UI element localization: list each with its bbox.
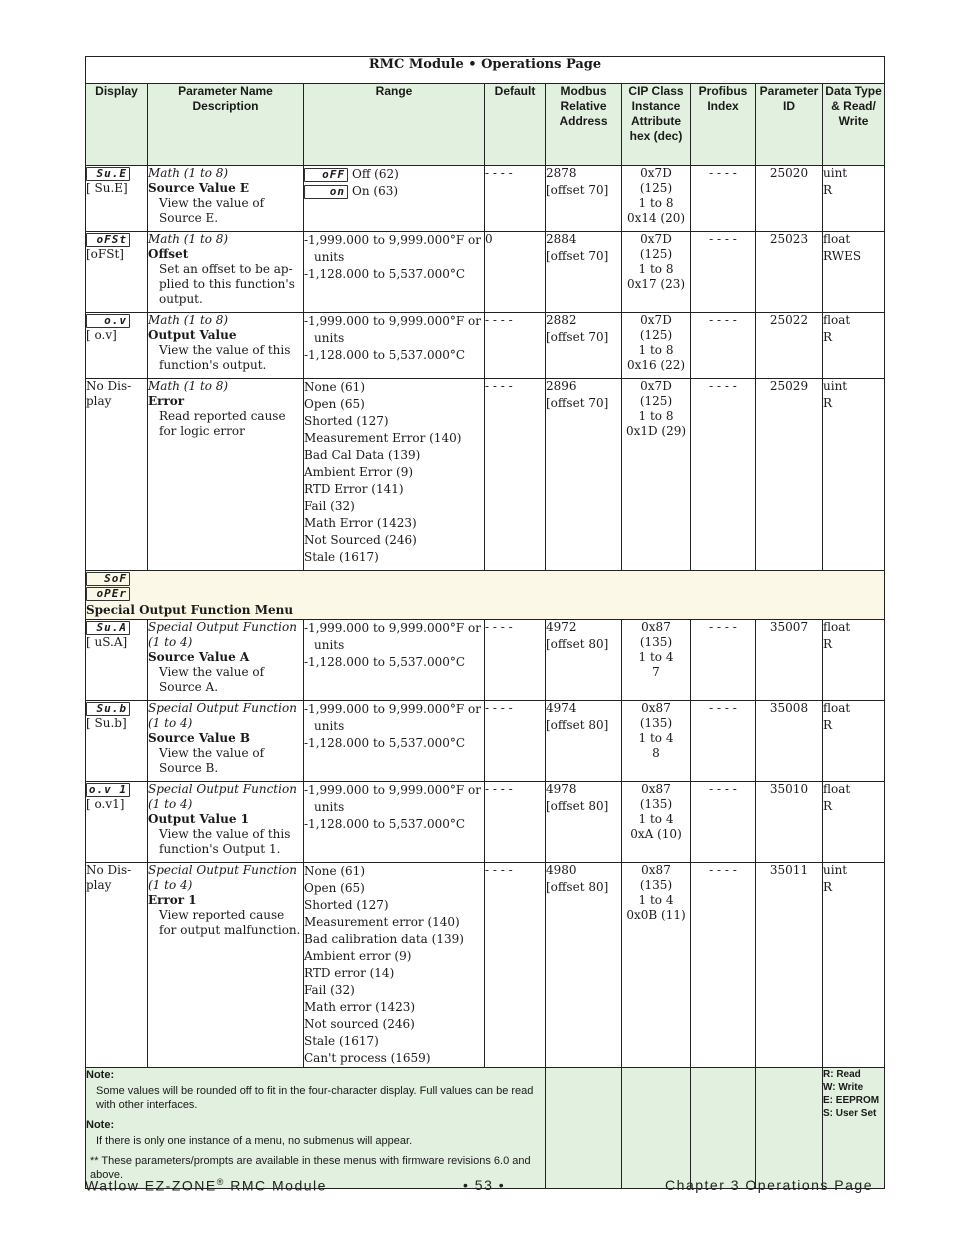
range-item: -1,999.000 to 9,999.000°F or — [304, 314, 481, 328]
range-item: RTD error (14) — [304, 966, 395, 980]
cip-cell: 0x87 (135) 1 to 4 0xA (10) — [622, 782, 691, 863]
param-category: Special Output Function (1 to 4) — [148, 863, 297, 892]
note2-heading: Note: — [86, 1119, 115, 1131]
display-text: [ Su.b] — [86, 716, 127, 730]
datatype-cell: uint R — [823, 166, 885, 232]
paramid-cell: 25022 — [756, 313, 823, 379]
range-item: Bad calibration data (139) — [304, 932, 464, 946]
param-category: Special Output Function (1 to 4) — [148, 782, 297, 811]
range-item: None (61) — [304, 380, 366, 394]
param-desc: Set an offset to be ap-plied to this function's output. — [159, 262, 295, 306]
range-item: units — [314, 719, 345, 733]
menu-lcd-2: oPEr — [86, 587, 130, 601]
param-category: Math (1 to 8) — [148, 232, 229, 246]
paramid-cell: 25023 — [756, 232, 823, 313]
range-item: Measurement Error (140) — [304, 431, 462, 445]
param-desc: View the value of Source E. — [159, 196, 265, 225]
notes-row — [86, 1068, 885, 1189]
range-item: -1,999.000 to 9,999.000°F or — [304, 621, 481, 635]
header-range: Range — [304, 84, 485, 166]
param-category: Special Output Function (1 to 4) — [148, 701, 297, 730]
display-text: [ uS.A] — [86, 635, 128, 649]
default-cell: 0 — [485, 232, 546, 313]
param-cell — [148, 863, 304, 1068]
display-text: No Dis-play — [86, 863, 132, 892]
modbus-cell: 2884 [offset 70] — [546, 232, 622, 313]
range-cell — [304, 620, 485, 701]
table-row — [86, 232, 885, 313]
default-cell: - - - - — [485, 701, 546, 782]
note-blank-2 — [622, 1068, 691, 1189]
note1-text: Some values will be rounded off to fit in the four-character display. Full values can be read with other interfaces. — [96, 1085, 534, 1111]
table-row — [86, 379, 885, 571]
note3-text: ** These parameters/prompts are available in these menus with firmware revisions 6.0 and above. — [90, 1155, 531, 1181]
paramid-cell: 25020 — [756, 166, 823, 232]
cip-cell: 0x7D (125) 1 to 8 0x17 (23) — [622, 232, 691, 313]
profibus-cell: - - - - — [691, 313, 756, 379]
param-cell — [148, 782, 304, 863]
display-text: No Dis-play — [86, 379, 132, 408]
profibus-cell: - - - - — [691, 863, 756, 1068]
range-item: oFF Off (62) — [304, 166, 484, 183]
param-category: Math (1 to 8) — [148, 379, 229, 393]
cip-cell: 0x7D (125) 1 to 8 0x1D (29) — [622, 379, 691, 571]
cip-cell: 0x7D (125) 1 to 8 0x14 (20) — [622, 166, 691, 232]
default-cell: - - - - — [485, 379, 546, 571]
range-cell — [304, 782, 485, 863]
param-desc: View the value of this function's Output 1. — [159, 827, 291, 856]
table-row — [86, 863, 885, 1068]
paramid-cell: 35008 — [756, 701, 823, 782]
range-item: units — [314, 331, 345, 345]
modbus-cell: 4972 [offset 80] — [546, 620, 622, 701]
display-cell — [86, 379, 148, 571]
range-item: Ambient error (9) — [304, 949, 412, 963]
note2-text: If there is only one instance of a menu, no submenus will appear. — [96, 1135, 413, 1147]
display-cell — [86, 701, 148, 782]
cip-cell: 0x87 (135) 1 to 4 7 — [622, 620, 691, 701]
range-item: -1,128.000 to 5,537.000°C — [304, 736, 466, 750]
display-text: [oFSt] — [86, 247, 124, 261]
default-cell: - - - - — [485, 166, 546, 232]
table-row — [86, 620, 885, 701]
datatype-cell: float R — [823, 701, 885, 782]
table-row — [86, 782, 885, 863]
range-lcd: oFF — [304, 168, 348, 182]
note1-heading: Note: — [86, 1069, 115, 1081]
range-item: Bad Cal Data (139) — [304, 448, 421, 462]
menu-lcd-1: SoF — [86, 572, 130, 586]
profibus-cell: - - - - — [691, 620, 756, 701]
param-desc: View the value of Source A. — [159, 665, 265, 694]
table-row — [86, 313, 885, 379]
param-cell — [148, 166, 304, 232]
paramid-cell: 25029 — [756, 379, 823, 571]
range-item: Ambient Error (9) — [304, 465, 414, 479]
range-item: Measurement error (140) — [304, 915, 460, 929]
param-name: Error — [148, 394, 185, 408]
param-cell — [148, 701, 304, 782]
header-cip: CIP Class Instance Attribute hex (dec) — [622, 84, 691, 166]
datatype-cell: uint R — [823, 863, 885, 1068]
range-item: units — [314, 250, 345, 264]
header-default: Default — [485, 84, 546, 166]
param-desc: Read reported cause for logic error — [159, 409, 286, 438]
range-item: Not Sourced (246) — [304, 533, 417, 547]
datatype-cell: float R — [823, 313, 885, 379]
lcd-display: Su.b — [86, 702, 130, 716]
rw-legend — [823, 1068, 885, 1189]
range-item: -1,128.000 to 5,537.000°C — [304, 655, 466, 669]
range-item: Fail (32) — [304, 983, 355, 997]
lcd-display: o.v 1 — [86, 783, 130, 797]
datatype-cell: uint R — [823, 379, 885, 571]
profibus-cell: - - - - — [691, 379, 756, 571]
datatype-cell: float R — [823, 620, 885, 701]
header-modbus: Modbus Relative Address — [546, 84, 622, 166]
range-item: Math error (1423) — [304, 1000, 416, 1014]
range-item: -1,128.000 to 5,537.000°C — [304, 348, 466, 362]
param-name: Error 1 — [148, 893, 197, 907]
param-category: Math (1 to 8) — [148, 313, 229, 327]
display-text: [ o.v] — [86, 328, 117, 342]
param-name: Source Value B — [148, 731, 251, 745]
range-item: -1,999.000 to 9,999.000°F or — [304, 783, 481, 797]
range-item: Not sourced (246) — [304, 1017, 415, 1031]
range-cell — [304, 232, 485, 313]
range-item: -1,999.000 to 9,999.000°F or — [304, 702, 481, 716]
range-item: units — [314, 638, 345, 652]
display-text: [ Su.E] — [86, 181, 128, 195]
range-item: on On (63) — [304, 183, 484, 200]
default-cell: - - - - — [485, 620, 546, 701]
default-cell: - - - - — [485, 782, 546, 863]
param-name: Source Value E — [148, 181, 250, 195]
note-blank-3 — [691, 1068, 756, 1189]
profibus-cell: - - - - — [691, 166, 756, 232]
param-desc: View reported cause for output malfunction. — [159, 908, 301, 937]
range-lcd: on — [304, 185, 348, 199]
operations-table — [85, 56, 885, 1189]
range-cell — [304, 379, 485, 571]
footer-chapter: Chapter 3 Operations Page — [665, 1177, 873, 1193]
param-cell — [148, 620, 304, 701]
modbus-cell: 4978 [offset 80] — [546, 782, 622, 863]
table-title: RMC Module • Operations Page — [86, 57, 885, 84]
page-footer — [85, 1177, 873, 1195]
range-cell — [304, 166, 485, 232]
param-name: Offset — [148, 247, 189, 261]
range-item: Open (65) — [304, 881, 365, 895]
param-name: Source Value A — [148, 650, 250, 664]
legend-read: R: Read — [823, 1069, 861, 1080]
range-item: Can't process (1659) — [304, 1051, 431, 1065]
range-item: -1,128.000 to 5,537.000°C — [304, 267, 466, 281]
page-number: • 53 • — [463, 1177, 506, 1193]
param-cell — [148, 232, 304, 313]
range-item: Fail (32) — [304, 499, 355, 513]
range-cell — [304, 701, 485, 782]
param-category: Math (1 to 8) — [148, 166, 229, 180]
cip-cell: 0x87 (135) 1 to 4 0x0B (11) — [622, 863, 691, 1068]
legend-user-set: S: User Set — [823, 1108, 877, 1119]
profibus-cell: - - - - — [691, 232, 756, 313]
range-item: units — [314, 800, 345, 814]
legend-write: W: Write — [823, 1082, 864, 1093]
note-blank-1 — [546, 1068, 622, 1189]
range-item: Shorted (127) — [304, 414, 389, 428]
header-datatype: Data Type & Read/ Write — [823, 84, 885, 166]
paramid-cell: 35011 — [756, 863, 823, 1068]
menu-title: Special Output Function Menu — [86, 603, 294, 617]
default-cell: - - - - — [485, 313, 546, 379]
range-item: None (61) — [304, 864, 366, 878]
range-item: RTD Error (141) — [304, 482, 404, 496]
note-blank-4 — [756, 1068, 823, 1189]
cip-cell: 0x87 (135) 1 to 4 8 — [622, 701, 691, 782]
param-category: Special Output Function (1 to 4) — [148, 620, 297, 649]
range-item: Math Error (1423) — [304, 516, 417, 530]
param-cell — [148, 313, 304, 379]
display-cell — [86, 782, 148, 863]
datatype-cell: float RWES — [823, 232, 885, 313]
lcd-display: Su.E — [86, 167, 130, 181]
datatype-cell: float R — [823, 782, 885, 863]
lcd-display: oFSt — [86, 233, 130, 247]
modbus-cell: 2896 [offset 70] — [546, 379, 622, 571]
display-cell — [86, 166, 148, 232]
range-item: -1,128.000 to 5,537.000°C — [304, 817, 466, 831]
display-text: [ o.v1] — [86, 797, 125, 811]
param-desc: View the value of this function's output. — [159, 343, 291, 372]
profibus-cell: - - - - — [691, 701, 756, 782]
paramid-cell: 35010 — [756, 782, 823, 863]
modbus-cell: 2882 [offset 70] — [546, 313, 622, 379]
range-item: Stale (1617) — [304, 1034, 379, 1048]
modbus-cell: 4980 [offset 80] — [546, 863, 622, 1068]
paramid-cell: 35007 — [756, 620, 823, 701]
display-cell — [86, 232, 148, 313]
display-cell — [86, 863, 148, 1068]
lcd-display: o.v — [86, 314, 130, 328]
header-display: Display — [86, 84, 148, 166]
lcd-display: Su.A — [86, 621, 130, 635]
column-headers — [86, 84, 885, 166]
range-item: Open (65) — [304, 397, 365, 411]
header-param: Parameter Name Description — [148, 84, 304, 166]
default-cell: - - - - — [485, 863, 546, 1068]
cip-cell: 0x7D (125) 1 to 8 0x16 (22) — [622, 313, 691, 379]
range-cell — [304, 313, 485, 379]
range-item: Shorted (127) — [304, 898, 389, 912]
modbus-cell: 4974 [offset 80] — [546, 701, 622, 782]
range-cell — [304, 863, 485, 1068]
footer-product: Watlow EZ-ZONE® RMC Module — [85, 1177, 327, 1194]
table-row — [86, 166, 885, 232]
range-item: -1,999.000 to 9,999.000°F or — [304, 233, 481, 247]
header-profibus: Profibus Index — [691, 84, 756, 166]
table-row — [86, 701, 885, 782]
range-item: Stale (1617) — [304, 550, 379, 564]
param-cell — [148, 379, 304, 571]
param-name: Output Value 1 — [148, 812, 249, 826]
profibus-cell: - - - - — [691, 782, 756, 863]
display-cell — [86, 313, 148, 379]
display-cell — [86, 620, 148, 701]
param-desc: View the value of Source B. — [159, 746, 265, 775]
menu-row — [86, 571, 885, 620]
header-paramid: Parameter ID — [756, 84, 823, 166]
legend-eeprom: E: EEPROM — [823, 1095, 880, 1106]
param-name: Output Value — [148, 328, 237, 342]
modbus-cell: 2878 [offset 70] — [546, 166, 622, 232]
